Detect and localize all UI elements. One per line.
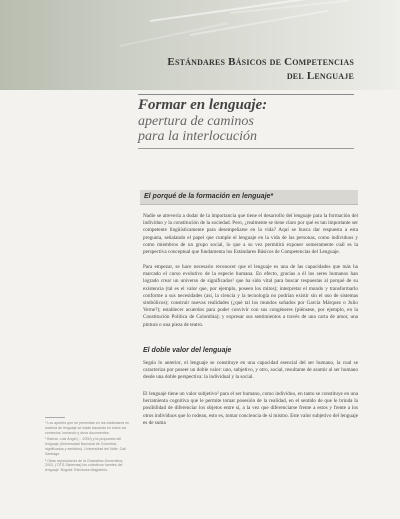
feature-title [138, 97, 368, 144]
feature-title-line-1: Formar en lenguaje: [138, 97, 268, 113]
subsection-heading: El doble valor del lenguaje [143, 347, 232, 354]
footnote-divider [45, 417, 65, 418]
feature-title-line-2: apertura de caminos [138, 114, 254, 129]
header-line-2: del Lenguaje [286, 70, 354, 82]
top-divider [138, 94, 354, 95]
paragraph-1: Nadie se atrevería a dudar de la importancia que tiene el desarrollo del lenguaje para la formación del individuo y la constitución de la sociedad. Pero, ¿realmente se tiene claro por qué es tan importante ser competente lingüísticamente para desempeñarse en la vida? Aquí se busca dar respuesta a esta pregunta, señalando el papel que cumple el lenguaje en la vida de las personas, como individuos y como miembros de un grupo social, lo que a su vez permitirá exponer someramente cuál es la perspectiva conceptual que fundamenta los Estándares Básicos de Competencias del Lenguaje. [143, 213, 358, 256]
title-divider [138, 148, 354, 149]
footnote-item: * Los aportes que se presentan en los estándares en materia de lenguaje se están basando en todos los contextos, tomando y otros documentos. [45, 421, 130, 435]
footnotes [45, 421, 133, 475]
page-header-title [54, 55, 354, 83]
feature-title-line-3: para la interlocución [138, 129, 257, 144]
paragraph-2: Para empezar, se hace necesario reconocer que el lenguaje es una de las capacidades que más ha marcado el curso evolutivo de la especie humana. En efecto, gracias a él los seres humanos han logrado crear un universo de significados¹ que ha sido vital para buscar respuestas al porqué de su existencia (tal es el valor que, por ejemplo, poseen los mitos); interpretar el mundo y transformarlo conforme a sus necesidades (así, la ciencia y la tecnología no podrían existir sin el uso de sistemas simbólicos); construir nuevas realidades (¿qué tal los mundos soñados por García Márquez o Julio Verne?); establecer acuerdos para poder convivir con sus congéneres (piénsese, por ejemplo, en la Constitución Política de Colombia); y expresar sus sentimientos a través de una carta de amor, una pintura o una pieza de teatro. [143, 264, 358, 328]
banner-streak [190, 10, 328, 36]
paragraph-4: El lenguaje tiene un valor subjetivo² para el ser humano, como individuo, en tanto se constituye en una herramienta cognitiva que le permite tomar posesión de la realidad, en el sentido de que le brinda la posibilidad de diferenciar los objetos entre sí, a la vez que diferenciarse frente a estos y frente a los otros individuos que lo rodean, esto es, tomar conciencia de sí mismo. Este valor subjetivo del lenguaje es de suma [143, 391, 358, 426]
paragraph-3: Según lo anterior, el lenguaje se constituye en una capacidad esencial del ser humano, la cual se caracteriza por poseer un doble valor: uno, subjetivo, y otro, social, resultante de asumir al ser humano desde una doble perspectiva: la individual y la social. [143, 360, 358, 381]
banner-streak [120, 22, 228, 47]
footnote-item: ¹ Baena, Luis Ángel (... 2000) y la propuesta del lenguaje (Universidad Nacional de Colombia, significados y sentidos). Universidad del Valle, Cali Santiago. [45, 437, 126, 456]
section-heading: El porqué de la formación en lenguaje* [140, 190, 358, 205]
footnote-item: ² Otras reposiciones de la Gramática Generativa, 2003, ('OTS-Sistemas) los colectivos fuentes del lenguaje. Bogotá: Ediciones Magisterio. [45, 458, 124, 473]
header-line-1: Estándares Básicos de Competencias [167, 56, 354, 68]
